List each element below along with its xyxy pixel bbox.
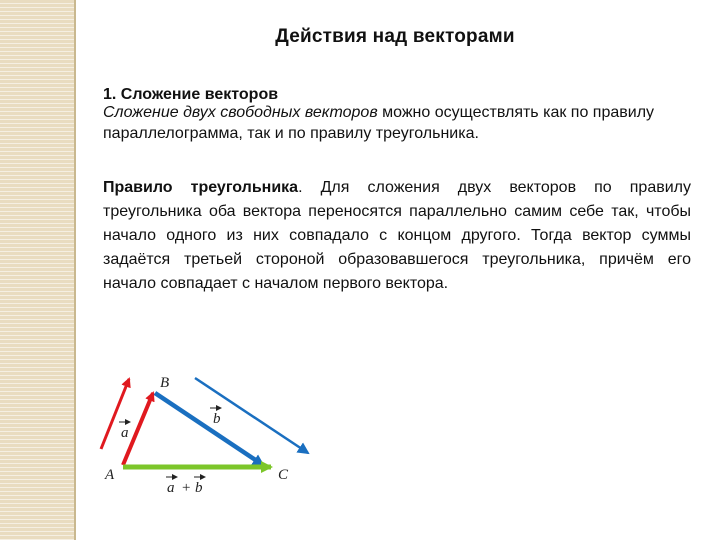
intro-rest-text: можно осуществлять как по правилу параллелограмма, так и по правилу треугольника. [103,104,655,142]
vector-a-label: a [121,425,129,441]
page-title: Действия над векторами [275,26,515,47]
sum-a-label: a [167,480,175,496]
point-c-label: C [278,467,289,483]
sum-b-label: b [195,480,203,496]
point-b-label: B [160,375,170,391]
triangle-rule-paragraph [103,176,691,296]
sum-plus-label: + [182,480,191,496]
triangle-vector-b [155,393,263,465]
rule-name: Правило треугольника [103,179,299,196]
section-heading: 1. Сложение векторов [103,86,279,103]
vector-b-label: b [213,411,221,427]
point-a-label: A [105,467,115,483]
intro-italic-text: Сложение двух свободных векторов [103,104,378,121]
left-bar-border [74,0,76,540]
intro-paragraph [103,102,695,144]
free-vector-b [195,378,308,453]
left-decorative-bar [0,0,74,540]
vector-addition-diagram [95,365,335,505]
rule-text: . Для сложения двух векторов по правилу треугольника оба вектора переносятся параллельно самим себе так, чтобы начало одного из них совпадало с концом другого. Тогда вектор суммы задаётся третьей стороной образовавшегося треугольника, причём его начало совпадает с началом первого вектора. [103,179,691,292]
